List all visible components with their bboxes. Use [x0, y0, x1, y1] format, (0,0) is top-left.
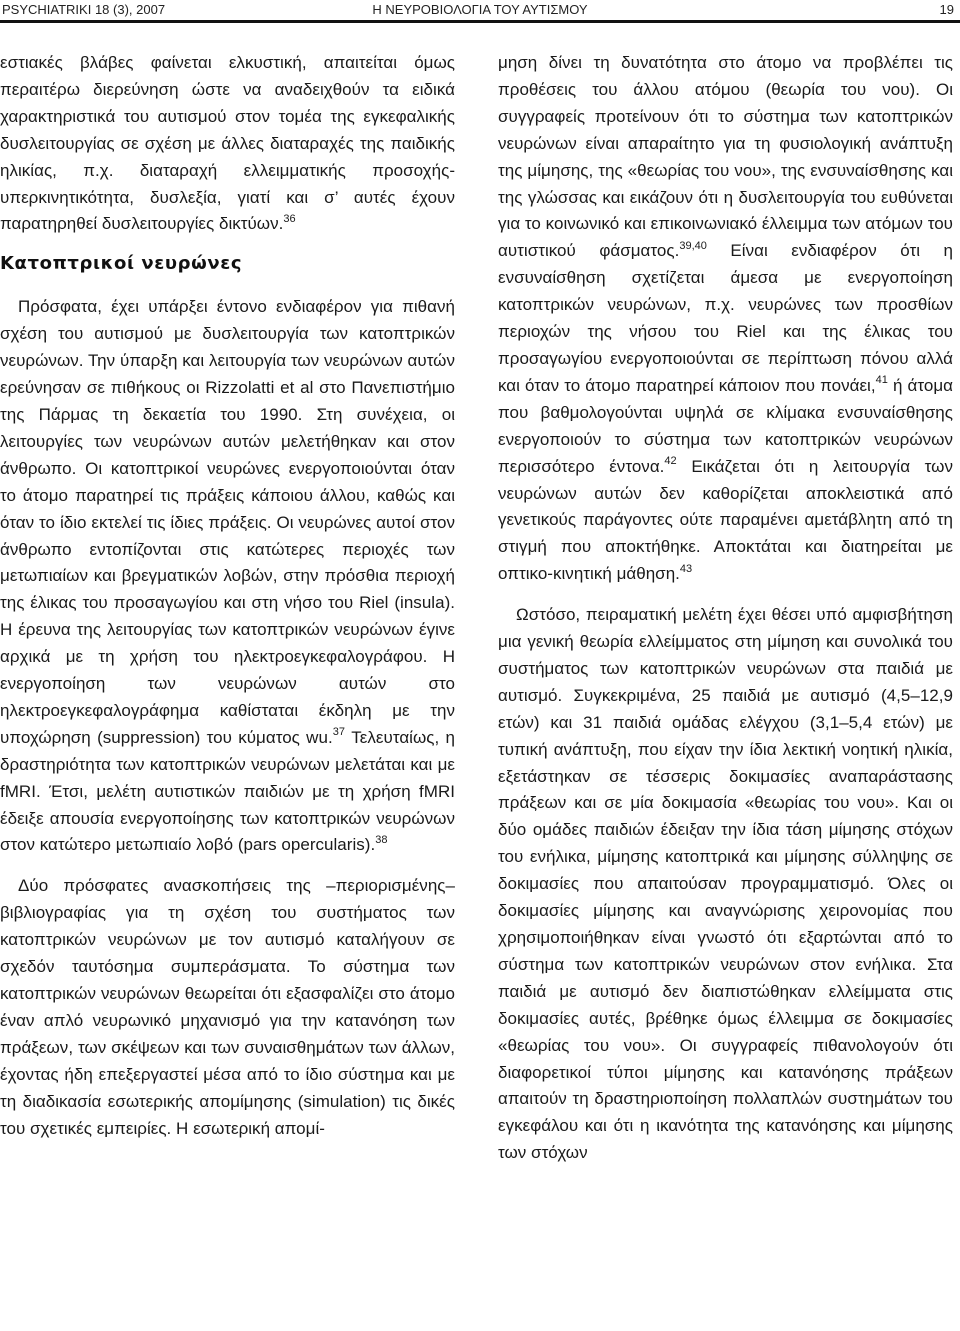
journal-citation: PSYCHIATRIKI 18 (3), 2007 — [2, 2, 166, 17]
page-number: 19 — [939, 2, 954, 17]
paragraph-text: Πρόσφατα, έχει υπάρξει έντονο ενδιαφέρον για πιθανή σχέση του αυτισμού με δυσλειτουργία των κατοπτρικών νευρώνων. Την ύπαρξη και λειτουργία των νευρώνων αυτών ερεύνησαν σε πιθήκους οι Rizzolatti et al στο Πανεπιστήμιο της Πάρμας τη δεκαετία του 1990. Στη συνέχεια, οι λειτουργίες των νευρώνων αυτών μελετήθηκαν και στον άνθρωπο. Οι κατοπτρικοί νευρώνες ενεργοποιούνται όταν το άτομο παρατηρεί τις πράξεις κάποιου άλλου, καθώς και όταν το ίδιο εκτελεί τις ίδιες πράξεις. Οι νευρώνες αυτοί στον άνθρωπο εντοπίζονται στις κατώτερες περιοχές των μετωπιαίων και βρεγματικών λοβών, στην πρόσθια περιοχή της έλικας του προσαγωγίου και στη νήσο του Riel (insula). Η έρευνα της λειτουργίας των κατοπτρικών νευρώνων έγινε αρχικά με τη χρήση του ηλεκτροεγκεφαλογράφου. Η ενεργοποίηση των νευρώνων αυτών στο ηλεκτροεγκεφαλογράφημα καθίσταται έκδηλη με την υποχώρηση (suppression) του κύματος wu. — [0, 297, 455, 747]
paragraph-text: Ωστόσο, πειραματική μελέτη έχει θέσει υπό αμφισβήτηση μια γενική θεωρία ελλείμματος στη μίμηση και συνολικά του συστήματος των κατοπτρικών νευρώνων στα παιδιά με αυτισμό. Συγκεκριμένα, 25 παιδιά με αυτισμό (4,5–12,9 ετών) και 31 παιδιά ομάδας ελέγχου (3,1–5,4 ετών) με τυπική ανάπτυξη, που είχαν την ίδια λεκτική νοητική ηλικία, εξετάστηκαν σε τέσσερις δοκιμασίες αναπαράστασης πράξεων και σε μία δοκιμασία «θεωρίας του νου». Και οι δύο ομάδες παιδιών έδειξαν την ίδια τάση μίμησης στόχων του ενήλικα, μίμησης κατοπτρικά και μίμησης σύλληψης σε δοκιμασίες που απαιτούσαν προγραμματισμό. Όλες οι δοκιμασίες μίμησης και αναγνώρισης χειρονομίας που χρησιμοποιήθηκαν είναι γνωστό ότι εξαρτώνται από το σύστημα των κατοπτρικών νευρώνων στον ενήλικα. Στα παιδιά με αυτισμό δεν διαπιστώθηκαν ελλείμματα στις δοκιμασίες αυτές, βρέθηκε όμως έλλειμμα σε δοκιμασίες «θεωρίας του νου». Οι συγγραφείς πιθανολογούν ότι διαφορετικοί τύποι μίμησης και κατανόησης πράξεων απαιτούν τη δραστηριοποίηση πολλαπλών συστημάτων του εγκεφάλου και ότι η ικανότητα της κατανόησης και μίμησης των στόχων — [498, 605, 953, 1163]
paragraph-theory-of-mind — [498, 50, 953, 588]
paragraph-experimental-study — [498, 602, 953, 1167]
paragraph-reviews — [0, 873, 455, 1142]
paragraph-text: Τελευταίως, η δραστηριότητα των κατοπτρικών νευρώνων μελετάται και με fMRI. Έτσι, μελέτη αυτιστικών παιδιών με τη χρήση fMRI έδειξε απουσία ενεργοποίησης των κατοπτρικών νευρώνων στον κατώτερο μετωπιαίο λοβό (pars opercularis). — [0, 727, 455, 855]
reference-superscript: 37 — [332, 726, 345, 739]
paragraph-text: Δύο πρόσφατες ανασκοπήσεις της –περιορισμένης– βιβλιογραφίας για τη σχέση του συστήματος των κατοπτρικών νευρώνων με τον αυτισμό καταλήγουν σε σχεδόν ταυτόσημα συμπεράσματα. Το σύστημα των κατοπτρικών νευρώνων θεωρείται ότι εξασφαλίζει στο άτομο έναν απλό νευρωνικό μηχανισμό για την κατανόηση των πράξεων, των σκέψεων και των συναισθημάτων των άλλων, έχοντας ήδη επεξεργαστεί μέσα από το ίδιο σύστημα και με τη διαδικασία εσωτερικής απομίμησης (simulation) τις δικές του σχετικές εμπειρίες. Η εσωτερική απομί- — [0, 876, 455, 1138]
paragraph-gap — [0, 859, 455, 873]
paragraph-text: μηση δίνει τη δυνατότητα στο άτομο να προβλέπει τις προθέσεις του άλλου ατόμου (θεωρία του νου). Οι συγγραφείς προτείνουν ότι το σύστημα των κατοπτρικών νευρώνων είναι απαραίτητο για τη φυσιολογική ανάπτυξη της μίμησης, της «θεωρίας του νου», της ενσυναίσθησης και της γλώσσας και εικάζουν ότι η δυσλειτουργία του ευθύνεται για το κοινωνικό και επικοινωνιακό έλλειμμα των ατόμων του αυτιστικού φάσματος. — [498, 53, 953, 261]
paragraph-text: Εικάζεται ότι η λειτουργία των νευρώνων αυτών δεν καθορίζεται αποκλειστικά από γενετικούς παράγοντες ούτε παραμένει αμετάβλητη από τη στιγμή που αποκτήθηκε. Αποκτάται και διατηρείται με οπτικο-κινητική μάθηση. — [498, 456, 953, 584]
paragraph-mirror-neurons-intro — [0, 294, 455, 859]
reference-superscript: 38 — [375, 833, 388, 846]
paragraph-text: ή άτομα που βαθμολογούνται υψηλά σε κλίμακα ενσυναίσθησης ενεργοποιούν το σύστημα των κατοπτρικών νευρώνων περισσότερο έντονα. — [498, 375, 953, 476]
reference-superscript: 43 — [679, 562, 693, 575]
reference-superscript: 39,40 — [679, 239, 707, 252]
paragraph-focal-lesions — [0, 50, 455, 238]
reference-superscript: 41 — [875, 374, 888, 387]
reference-superscript: 42 — [664, 454, 677, 467]
running-header — [0, 0, 960, 22]
right-column — [498, 50, 953, 1167]
section-title: Η ΝΕΥΡΟΒΙΟΛΟΓΙΑ ΤΟΥ ΑΥΤΙΣΜΟΥ — [372, 2, 588, 17]
reference-superscript: 36 — [283, 212, 296, 225]
left-column — [0, 50, 455, 1142]
paragraph-gap — [498, 588, 953, 602]
paragraph-text: εστιακές βλάβες φαίνεται ελκυστική, απαιτείται όμως περαιτέρω διερεύνηση ώστε να αναδειχθούν τα ειδικά χαρακτηριστικά του αυτισμού στον τομέα της εγκεφαλικής δυσλειτουργίας σε σχέση με άλλες διαταραχές της παιδικής ηλικίας, π.χ. διαταραχή ελλειμματικής προσοχής-υπερκινητικότητα, δυσλεξία, γιατί και σ’ αυτές έχουν παρατηρηθεί δυσλειτουργίες δικτύων. — [0, 53, 455, 234]
paragraph-text: Είναι ενδιαφέρον ότι η ενσυναίσθηση σχετίζεται άμεσα με ενεργοποίηση κατοπτρικών νευρώνων, π.χ. νευρώνες των προσθίων περιοχών της νήσου του Riel και της έλικας του προσαγωγίου ενεργοποιούνται σε περίπτωση πόνου αλλά και όταν το άτομο παρατηρεί κάποιον που πονάει, — [498, 241, 953, 395]
header-rule — [0, 20, 960, 23]
section-heading-mirror-neurons: Κατοπτρικοί νευρώνες — [0, 253, 243, 275]
